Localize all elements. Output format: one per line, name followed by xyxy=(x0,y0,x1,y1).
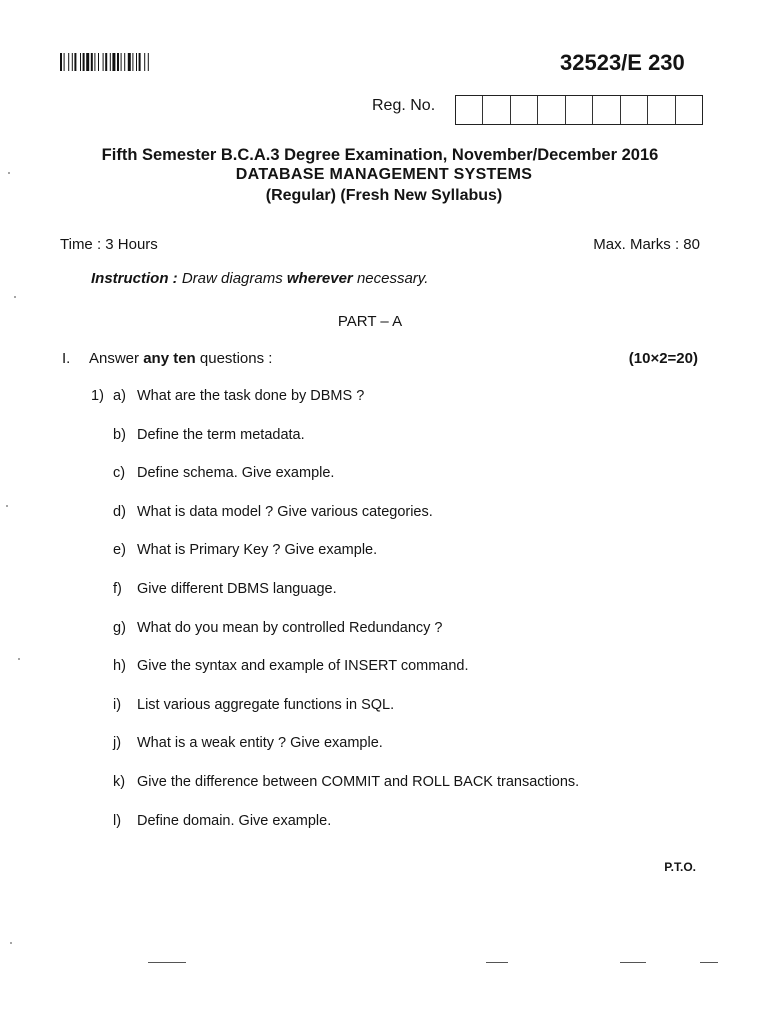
barcode-bar xyxy=(83,53,85,71)
question-text: Define the term metadata. xyxy=(137,426,305,443)
barcode-bar xyxy=(110,53,111,71)
question-text: Give the syntax and example of INSERT command. xyxy=(137,658,469,675)
pto-label: P.T.O. xyxy=(664,860,696,874)
question-text: Give different DBMS language. xyxy=(137,581,337,597)
question-label: k) xyxy=(113,774,126,790)
question-label: b) xyxy=(113,426,126,443)
scan-speck xyxy=(10,942,12,944)
exam-title: Fifth Semester B.C.A.3 Degree Examination, November/December 2016 xyxy=(101,146,659,164)
barcode xyxy=(60,53,220,71)
question-text: What is Primary Key ? Give example. xyxy=(137,542,378,559)
instruction-bold: wherever xyxy=(286,270,353,287)
barcode-bar xyxy=(80,53,81,71)
barcode-bar xyxy=(132,53,133,71)
barcode-bar xyxy=(94,53,95,71)
section-text-post: questions : xyxy=(199,350,273,367)
barcode-bar xyxy=(91,53,93,71)
question-label: h) xyxy=(113,658,126,675)
instruction-post: necessary. xyxy=(356,270,429,287)
barcode-bar xyxy=(74,53,76,71)
question-label: d) xyxy=(113,503,126,520)
paper-code: 32523/E 230 xyxy=(560,50,685,75)
scan-speck xyxy=(14,296,16,298)
barcode-bar xyxy=(112,53,115,71)
instruction-pre: Draw diagrams xyxy=(181,270,283,287)
barcode-bar xyxy=(72,53,73,71)
question-number: 1) xyxy=(91,388,104,404)
syllabus-title: (Regular) (Fresh New Syllabus) xyxy=(265,187,503,204)
barcode-bar xyxy=(144,53,145,71)
question-text: What are the task done by DBMS ? xyxy=(137,388,365,404)
barcode-bar xyxy=(139,53,141,71)
reg-no-box[interactable] xyxy=(511,96,538,124)
question-label: g) xyxy=(113,619,126,636)
barcode-bar xyxy=(68,53,69,71)
reg-no-box[interactable] xyxy=(648,96,675,124)
barcode-bar xyxy=(105,53,107,71)
barcode-bar xyxy=(98,53,99,71)
barcode-bar xyxy=(86,53,89,71)
question-label: c) xyxy=(113,465,126,482)
scan-mark xyxy=(700,962,718,963)
question-label: j) xyxy=(113,735,122,752)
barcode-graphic xyxy=(60,53,220,71)
scan-speck xyxy=(18,658,20,660)
reg-no-boxes[interactable] xyxy=(455,95,703,125)
section-text-bold: any ten xyxy=(143,350,196,367)
question-label: f) xyxy=(113,581,122,597)
reg-no-box[interactable] xyxy=(621,96,648,124)
section-text-pre: Answer xyxy=(89,350,140,367)
question-text: What do you mean by controlled Redundancy ? xyxy=(137,619,443,636)
question-text: What is a weak entity ? Give example. xyxy=(137,735,383,752)
barcode-bar xyxy=(128,53,131,71)
subject-title: DATABASE MANAGEMENT SYSTEMS xyxy=(235,166,533,183)
time-label: Time : 3 Hours xyxy=(60,236,158,253)
reg-no-box[interactable] xyxy=(456,96,483,124)
barcode-bar xyxy=(148,53,149,71)
question-text: Define domain. Give example. xyxy=(137,812,332,829)
instruction xyxy=(91,270,428,287)
question-text: List various aggregate functions in SQL. xyxy=(137,696,395,713)
section-instruction xyxy=(89,350,272,367)
question-text: What is data model ? Give various categories. xyxy=(137,503,433,520)
reg-no-box[interactable] xyxy=(593,96,620,124)
scan-mark xyxy=(620,962,646,963)
question-label: e) xyxy=(113,542,126,559)
reg-no-box[interactable] xyxy=(483,96,510,124)
reg-no-box[interactable] xyxy=(566,96,593,124)
scan-mark xyxy=(486,962,508,963)
question-label: l) xyxy=(113,812,122,829)
reg-no-box[interactable] xyxy=(676,96,702,124)
part-heading: PART – A xyxy=(337,313,403,330)
barcode-bar xyxy=(117,53,119,71)
barcode-bar xyxy=(60,53,62,71)
max-marks-label: Max. Marks : 80 xyxy=(593,236,700,253)
question-label: a) xyxy=(113,388,126,404)
section-marks: (10×2=20) xyxy=(628,350,698,367)
barcode-bar xyxy=(121,53,122,71)
question-text: Give the difference between COMMIT and ROLL BACK transactions. xyxy=(137,774,580,790)
barcode-bar xyxy=(136,53,137,71)
scan-mark xyxy=(148,962,186,963)
section-number: I. xyxy=(62,350,71,367)
barcode-bar xyxy=(103,53,104,71)
barcode-bar xyxy=(124,53,125,71)
scan-speck xyxy=(8,172,10,174)
question-label: i) xyxy=(113,696,122,713)
instruction-label: Instruction : xyxy=(91,270,178,287)
barcode-bar xyxy=(64,53,65,71)
reg-no-box[interactable] xyxy=(538,96,565,124)
reg-no-label: Reg. No. xyxy=(372,97,436,114)
question-text: Define schema. Give example. xyxy=(137,465,335,482)
scan-speck xyxy=(6,505,8,507)
